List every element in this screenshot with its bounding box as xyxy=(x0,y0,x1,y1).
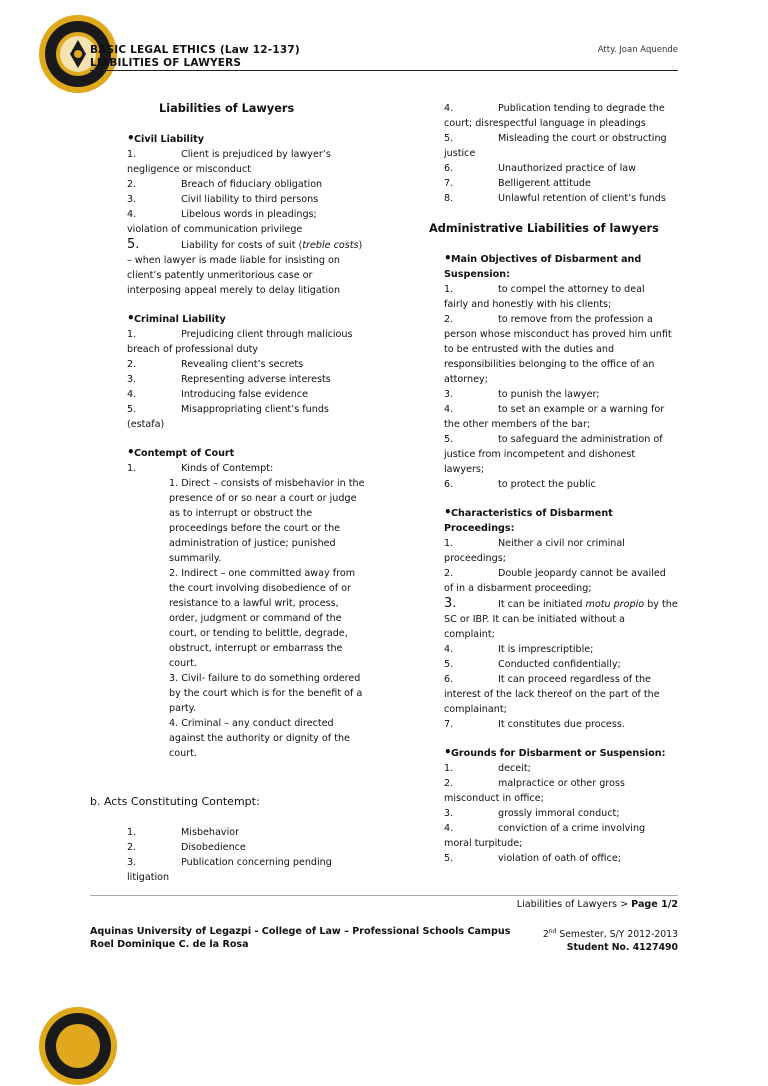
list-text-continued: interest of the lack thereof on the part of the complainant; xyxy=(444,689,660,715)
list-item xyxy=(444,717,678,732)
list-number: 4. xyxy=(444,103,454,114)
list-item xyxy=(444,672,678,717)
acts-contempt-list xyxy=(127,825,363,885)
author-name: Atty. Joan Aquende xyxy=(597,45,678,55)
list-text: Introducing false evidence xyxy=(181,389,308,400)
list-item xyxy=(444,101,678,131)
list-text: It constitutes due process. xyxy=(498,719,625,730)
list-number: 1. xyxy=(127,329,137,340)
list-item xyxy=(444,191,678,206)
list-item xyxy=(127,372,363,387)
list-text: to set an example or a warning for xyxy=(498,404,665,415)
right-column xyxy=(429,101,678,866)
list-item xyxy=(127,147,363,177)
list-item xyxy=(127,825,363,840)
list-number: 1. xyxy=(127,827,137,838)
list-item xyxy=(444,776,678,806)
school-name: Aquinas University of Legazpi - College of Law – Professional Schools Campus xyxy=(90,926,511,937)
list-item xyxy=(127,387,363,402)
list-item xyxy=(444,387,678,402)
list-number: 5. xyxy=(127,404,137,415)
list-item xyxy=(444,282,678,312)
list-text-continued: moral turpitude; xyxy=(444,838,523,849)
list-text-continued: justice xyxy=(444,148,476,159)
list-item xyxy=(127,327,363,357)
list-text-continued: person whose misconduct has proved him unfit to be entrusted with the duties and responsibilities belonging to the office of an attorney; xyxy=(444,329,672,385)
grounds-list xyxy=(444,761,678,866)
list-number: 5. xyxy=(444,434,454,445)
list-text: Unlawful retention of client’s funds xyxy=(498,193,666,204)
section-title: Liabilities of Lawyers xyxy=(159,102,295,115)
topic-title: LIABILITIES OF LAWYERS xyxy=(90,57,242,69)
header-divider xyxy=(90,70,678,71)
footer-right xyxy=(543,925,678,954)
contempt-kind-direct: 1. Direct – consists of misbehavior in the presence of or so near a court or judge as to interrupt or obstruct the proceedings before the court or the administration of justice; punished summarily. xyxy=(169,478,365,564)
list-number: 6. xyxy=(444,163,454,174)
list-item: 5. Liability for costs of suit (treble costs) – when lawyer is made liable for insisting on client’s patently unmeritorious case or interposing appeal merely to delay litigation xyxy=(127,237,363,296)
list-number: 1. xyxy=(444,284,454,295)
list-item xyxy=(444,176,678,191)
list-item xyxy=(444,131,678,161)
list-item xyxy=(444,312,678,387)
list-text: Civil liability to third persons xyxy=(181,194,319,205)
left-column xyxy=(127,101,363,761)
list-text: to punish the lawyer; xyxy=(498,389,600,400)
contempt-kind-criminal: 4. Criminal – any conduct directed against the authority or dignity of the court. xyxy=(169,718,350,759)
list-number: 3. xyxy=(444,808,454,819)
footer-divider xyxy=(90,895,678,896)
list-number: 8. xyxy=(444,193,454,204)
objectives-heading: •Main Objectives of Disbarment and Suspension: xyxy=(444,251,642,280)
list-text: Disobedience xyxy=(181,842,246,853)
list-text-continued: litigation xyxy=(127,872,170,883)
list-number: 2. xyxy=(127,842,137,853)
list-item xyxy=(444,161,678,176)
footer-left xyxy=(90,925,510,951)
list-item xyxy=(444,566,678,596)
list-text: Publication tending to degrade the xyxy=(498,103,665,114)
list-text: Breach of fiduciary obligation xyxy=(181,179,323,190)
objectives-list xyxy=(444,282,678,492)
list-item xyxy=(444,536,678,566)
list-text-continued: proceedings; xyxy=(444,553,506,564)
grounds-heading: •Grounds for Disbarment or Suspension: xyxy=(444,745,666,759)
list-text: Misleading the court or obstructing xyxy=(498,133,667,144)
list-number: 4. xyxy=(444,823,454,834)
list-item xyxy=(444,657,678,672)
student-name: Roel Dominique C. de la Rosa xyxy=(90,939,249,950)
characteristics-list-continued xyxy=(444,642,678,732)
list-item xyxy=(127,357,363,372)
list-item xyxy=(127,192,363,207)
list-text: malpractice or other gross xyxy=(498,778,625,789)
list-text: Revealing client’s secrets xyxy=(181,359,304,370)
list-text: Client is prejudiced by lawyer’s xyxy=(181,149,331,160)
list-number: 7. xyxy=(444,719,454,730)
list-number: 3. xyxy=(444,389,454,400)
list-text: Conducted confidentially; xyxy=(498,659,621,670)
list-item xyxy=(127,402,363,432)
list-item xyxy=(444,851,678,866)
list-number: 1. xyxy=(127,149,137,160)
list-number: 4. xyxy=(444,404,454,415)
list-number: 2. xyxy=(444,314,454,325)
civil-liability-list xyxy=(127,147,363,237)
list-text-continued: of in a disbarment proceeding; xyxy=(444,583,592,594)
list-item xyxy=(444,642,678,657)
list-number: 2. xyxy=(444,568,454,579)
list-item: 1. Kinds of Contempt: xyxy=(127,463,274,474)
list-number: 3. xyxy=(127,374,137,385)
list-text-continued: justice from incompetent and dishonest lawyers; xyxy=(444,449,636,475)
contempt-kind-indirect: 2. Indirect – one committed away from the court involving disobedience of or resistance to a lawful writ, process, order, judgment or command of the court, or tending to belittle, degrade, obstruct, interrupt or embarrass the court. xyxy=(169,568,356,669)
list-text: Prejudicing client through malicious xyxy=(181,329,353,340)
civil-liability-heading: •Civil Liability xyxy=(127,131,204,145)
list-text: Neither a civil nor criminal xyxy=(498,538,625,549)
admin-liabilities-title: Administrative Liabilities of lawyers xyxy=(429,222,659,235)
list-number: 5. xyxy=(444,133,454,144)
list-number: 2. xyxy=(127,179,137,190)
list-text: Representing adverse interests xyxy=(181,374,331,385)
contempt-kind-civil: 3. Civil- failure to do something ordered by the court which is for the benefit of a party. xyxy=(169,673,363,714)
list-text-continued: violation of communication privilege xyxy=(127,224,303,235)
list-number: 5. xyxy=(444,853,454,864)
list-text: Belligerent attitude xyxy=(498,178,591,189)
list-text: Unauthorized practice of law xyxy=(498,163,636,174)
list-text: Libelous words in pleadings; xyxy=(181,209,317,220)
semester: 2nd Semester, S/Y 2012-2013 xyxy=(542,928,678,941)
list-text-continued: (estafa) xyxy=(127,419,165,430)
list-number: 7. xyxy=(444,178,454,189)
list-text: Misappropriating client’s funds xyxy=(181,404,329,415)
list-text: to remove from the profession a xyxy=(498,314,653,325)
list-number: 1. xyxy=(444,763,454,774)
characteristics-list xyxy=(444,536,678,596)
list-text-continued: misconduct in office; xyxy=(444,793,544,804)
list-text: Double jeopardy cannot be availed xyxy=(498,568,666,579)
list-text: violation of oath of office; xyxy=(498,853,621,864)
list-number: 3. xyxy=(127,194,137,205)
course-title: BASIC LEGAL ETHICS (Law 12-137) xyxy=(90,44,300,56)
list-text-continued: breach of professional duty xyxy=(127,344,259,355)
list-item: 3. It can be initiated motu propio by the SC or IBP. It can be initiated without a complaint; xyxy=(444,596,678,640)
criminal-liability-list xyxy=(127,327,363,432)
list-text: to compel the attorney to deal xyxy=(498,284,645,295)
list-text: It can proceed regardless of the xyxy=(498,674,651,685)
contempt-heading: •Contempt of Court xyxy=(127,445,235,459)
list-number: 5. xyxy=(444,659,454,670)
list-item xyxy=(444,402,678,432)
list-number: 4. xyxy=(127,389,137,400)
student-number: Student No. 4127490 xyxy=(566,942,678,954)
list-text: to safeguard the administration of xyxy=(498,434,663,445)
list-text: deceit; xyxy=(498,763,531,774)
list-number: 6. xyxy=(444,674,454,685)
list-number: 4. xyxy=(127,209,137,220)
list-number: 3. xyxy=(127,857,137,868)
list-text: It is imprescriptible; xyxy=(498,644,594,655)
list-text-continued: fairly and honestly with his clients; xyxy=(444,299,612,310)
acts-contempt-heading: b. Acts Constituting Contempt: xyxy=(90,795,260,808)
list-text-continued: court; disrespectful language in pleadings xyxy=(444,118,646,129)
characteristics-heading: •Characteristics of Disbarment Proceedings: xyxy=(444,505,613,534)
criminal-liability-heading: •Criminal Liability xyxy=(127,311,226,325)
list-text: Publication concerning pending xyxy=(181,857,332,868)
list-item xyxy=(127,177,363,192)
list-text: conviction of a crime involving xyxy=(498,823,646,834)
list-number: 1. xyxy=(444,538,454,549)
list-item xyxy=(444,806,678,821)
list-text-continued: the other members of the bar; xyxy=(444,419,591,430)
list-text-continued: negligence or misconduct xyxy=(127,164,252,175)
acts-contempt-list-continued xyxy=(444,101,678,206)
list-item xyxy=(444,821,678,851)
list-item xyxy=(127,840,363,855)
page-indicator: Liabilities of Lawyers > Page 1/2 xyxy=(516,899,678,910)
list-item xyxy=(444,477,678,492)
list-number: 6. xyxy=(444,479,454,490)
list-item xyxy=(127,855,363,885)
list-text: grossly immoral conduct; xyxy=(498,808,620,819)
document-header xyxy=(90,44,300,70)
list-item xyxy=(444,761,678,776)
list-number: 2. xyxy=(127,359,137,370)
list-text: Misbehavior xyxy=(181,827,240,838)
list-text: to protect the public xyxy=(498,479,596,490)
university-seal-logo-bottom xyxy=(38,1006,118,1086)
list-number: 4. xyxy=(444,644,454,655)
list-number: 2. xyxy=(444,778,454,789)
list-item xyxy=(127,207,363,237)
list-item xyxy=(444,432,678,477)
